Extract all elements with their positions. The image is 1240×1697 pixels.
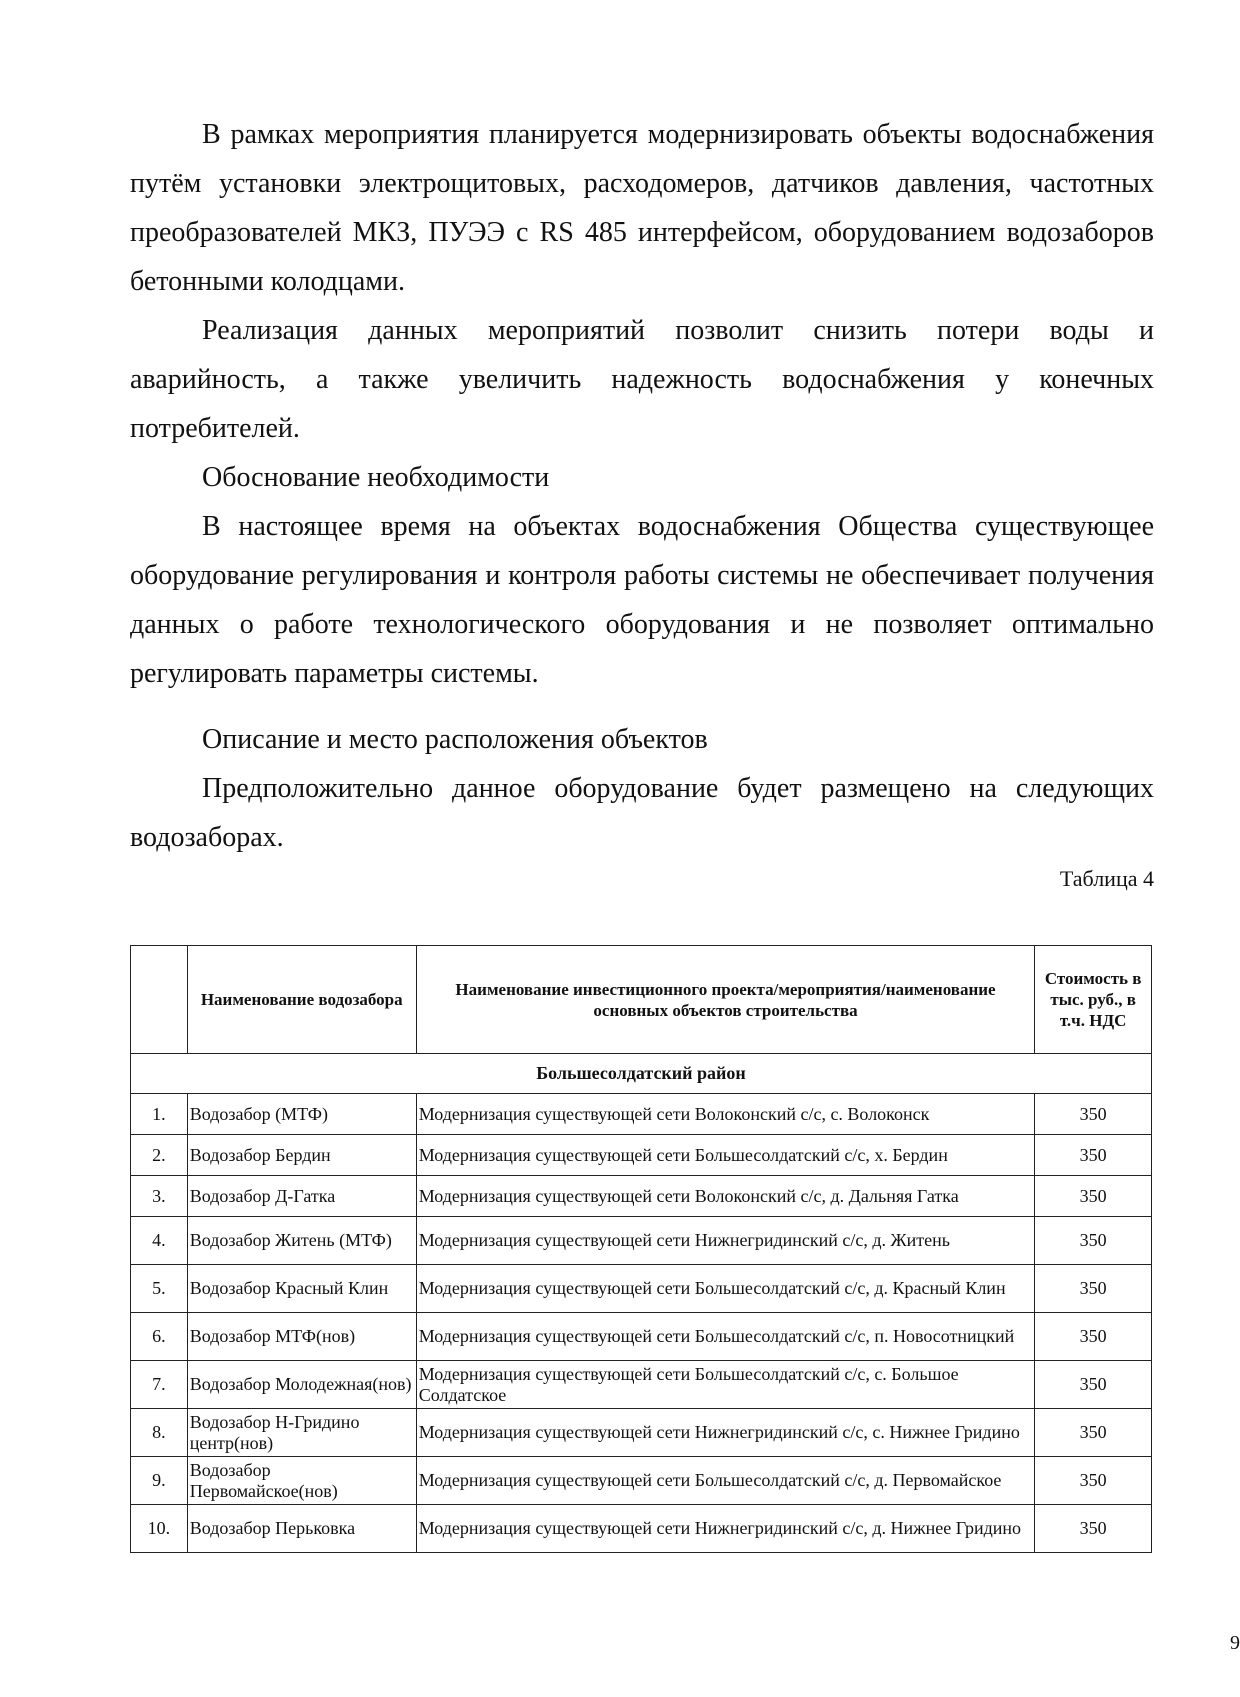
cell-cost: 350 <box>1035 1265 1152 1313</box>
cell-name: Водозабор Житень (МТФ) <box>187 1217 416 1265</box>
cell-project: Модернизация существующей сети Большесолдатский с/с, п. Новосотницкий <box>416 1313 1035 1361</box>
cell-name: Водозабор Бердин <box>187 1135 416 1176</box>
cell-num: 4. <box>131 1217 188 1265</box>
header-cost: Стоимость в тыс. руб., в т.ч. НДС <box>1035 946 1152 1054</box>
page-number: 9 <box>1230 1632 1240 1654</box>
cell-cost: 350 <box>1035 1457 1152 1505</box>
table-header-row <box>131 946 1152 1054</box>
table-row <box>131 1361 1152 1409</box>
table-row <box>131 1409 1152 1457</box>
cell-num: 10. <box>131 1505 188 1553</box>
cell-name: Водозабор (МТФ) <box>187 1094 416 1135</box>
cell-num: 6. <box>131 1313 188 1361</box>
cell-project: Модернизация существующей сети Большесолдатский с/с, с. Большое Солдатское <box>416 1361 1035 1409</box>
cell-cost: 350 <box>1035 1176 1152 1217</box>
cell-cost: 350 <box>1035 1505 1152 1553</box>
cell-name: Водозабор Перьковка <box>187 1505 416 1553</box>
cell-num: 7. <box>131 1361 188 1409</box>
cell-cost: 350 <box>1035 1094 1152 1135</box>
heading-justification: Обоснование необходимости <box>202 462 550 493</box>
cell-cost: 350 <box>1035 1217 1152 1265</box>
table-row <box>131 1135 1152 1176</box>
cell-num: 1. <box>131 1094 188 1135</box>
table-row <box>131 1094 1152 1135</box>
region-row <box>131 1054 1152 1094</box>
table-row <box>131 1176 1152 1217</box>
cell-cost: 350 <box>1035 1313 1152 1361</box>
cell-name: Водозабор Первомайское(нов) <box>187 1457 416 1505</box>
cell-project: Модернизация существующей сети Нижнегридинский с/с, с. Нижнее Гридино <box>416 1409 1035 1457</box>
cell-project: Модернизация существующей сети Большесолдатский с/с, х. Бердин <box>416 1135 1035 1176</box>
cell-project: Модернизация существующей сети Нижнегридинский с/с, д. Житень <box>416 1217 1035 1265</box>
cell-name: Водозабор МТФ(нов) <box>187 1313 416 1361</box>
region-label: Большесолдатский район <box>131 1054 1152 1094</box>
cell-cost: 350 <box>1035 1361 1152 1409</box>
cell-project: Модернизация существующей сети Волоконский с/с, с. Волоконск <box>416 1094 1035 1135</box>
cell-cost: 350 <box>1035 1135 1152 1176</box>
cell-name: Водозабор Молодежная(нов) <box>187 1361 416 1409</box>
cell-cost: 350 <box>1035 1409 1152 1457</box>
heading-location: Описание и место расположения объектов <box>202 724 708 755</box>
paragraph-placement: Предположительно данное оборудование будет размещено на следующих водозаборах. <box>130 773 1154 853</box>
header-project: Наименование инвестиционного проекта/мероприятия/наименование основных объектов строительства <box>416 946 1035 1054</box>
table-caption: Таблица 4 <box>1059 866 1154 891</box>
paragraph-modernization: В рамках мероприятия планируется модернизировать объекты водоснабжения путём установки электрощитовых, расходомеров, датчиков давления, частотных преобразователей МКЗ, ПУЭЭ с RS 485 интерфейсом, оборудованием водозаборов бетонными колодцами. <box>130 119 1154 297</box>
cell-num: 2. <box>131 1135 188 1176</box>
table-row <box>131 1217 1152 1265</box>
paragraph-benefits: Реализация данных мероприятий позволит снизить потери воды и аварийность, а также увеличить надежность водоснабжения у конечных потребителей. <box>130 315 1154 444</box>
cell-project: Модернизация существующей сети Нижнегридинский с/с, д. Нижнее Гридино <box>416 1505 1035 1553</box>
header-name: Наименование водозабора <box>187 946 416 1054</box>
cell-project: Модернизация существующей сети Большесолдатский с/с, д. Красный Клин <box>416 1265 1035 1313</box>
cell-name: Водозабор Н-Гридино центр(нов) <box>187 1409 416 1457</box>
cell-num: 3. <box>131 1176 188 1217</box>
cell-num: 9. <box>131 1457 188 1505</box>
cell-num: 5. <box>131 1265 188 1313</box>
table-row <box>131 1505 1152 1553</box>
table-row <box>131 1265 1152 1313</box>
cell-name: Водозабор Д-Гатка <box>187 1176 416 1217</box>
cell-name: Водозабор Красный Клин <box>187 1265 416 1313</box>
table-row <box>131 1457 1152 1505</box>
cell-project: Модернизация существующей сети Большесолдатский с/с, д. Первомайское <box>416 1457 1035 1505</box>
cell-num: 8. <box>131 1409 188 1457</box>
cell-project: Модернизация существующей сети Волоконский с/с, д. Дальняя Гатка <box>416 1176 1035 1217</box>
header-num <box>131 946 188 1054</box>
table-row <box>131 1313 1152 1361</box>
water-intake-table <box>130 945 1152 1553</box>
paragraph-current-state: В настоящее время на объектах водоснабжения Общества существующее оборудование регулирования и контроля работы системы не обеспечивает получения данных о работе технологического оборудования и не позволяет оптимально регулировать параметры системы. <box>130 511 1154 689</box>
